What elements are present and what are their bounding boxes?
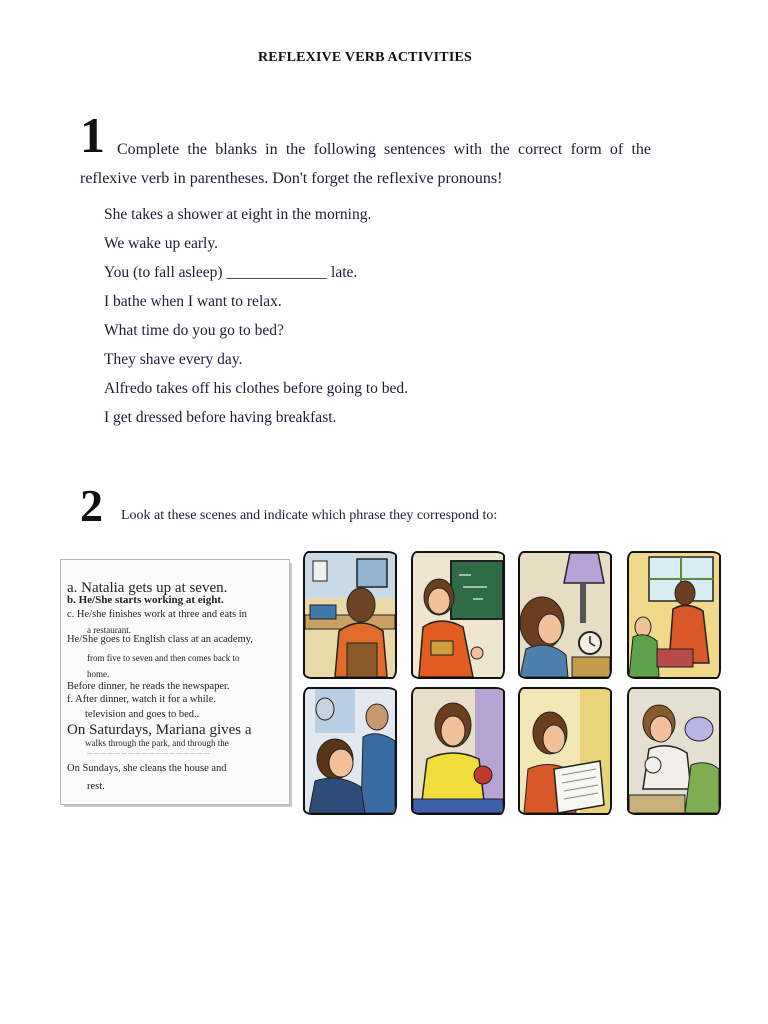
phrase-line-6: from five to seven and then comes back to — [87, 653, 240, 663]
woman-cleaning-scene — [627, 687, 721, 815]
sentence-1: She takes a shower at eight in the morning. — [104, 206, 372, 223]
page-title: REFLEXIVE VERB ACTIVITIES — [257, 50, 473, 65]
phrase-line-4: a restaurant. — [87, 625, 131, 635]
people-talking-scene — [303, 687, 397, 815]
phrase-line-8: Before dinner, he reads the newspaper. — [67, 681, 230, 692]
section-2-number: 2 — [80, 480, 103, 531]
sentence-list — [104, 200, 408, 432]
family-window-scene — [627, 551, 721, 679]
woman-newspaper-scene — [518, 687, 612, 815]
section-2-instruction: Look at these scenes and indicate which phrase they correspond to: — [121, 508, 498, 523]
phrase-line-13: On Sundays, she cleans the house and — [67, 763, 227, 774]
phrase-line-9: f. After dinner, watch it for a while. — [67, 694, 216, 705]
phrase-line-1: a. Natalia gets up at seven. — [67, 580, 228, 596]
section-1-number: 1 — [80, 107, 105, 163]
phrase-line-5: He/She goes to English class at an academy, — [67, 634, 253, 645]
phrase-card — [60, 559, 290, 805]
woman-class-scene — [411, 687, 505, 815]
sentence-2: We wake up early. — [104, 235, 218, 252]
phrase-line-14: rest. — [87, 781, 105, 792]
woman-alarm-clock-scene — [518, 551, 612, 679]
section-1-instruction — [80, 135, 651, 193]
phrase-line-3: c. He/she finishes work at three and eats in — [67, 609, 247, 620]
phrase-line-10: television and goes to bed.. — [85, 709, 200, 720]
phrase-line-2: b. He/She starts working at eight. — [67, 594, 224, 606]
sentence-6: They shave every day. — [104, 351, 243, 368]
sentence-3: You (to fall asleep) _____________ late. — [104, 264, 358, 281]
sentence-7: Alfredo takes off his clothes before going to bed. — [104, 380, 409, 397]
teacher-chalkboard-scene — [411, 551, 505, 679]
sentence-8: I get dressed before having breakfast. — [104, 409, 337, 426]
phrase-line-7: home. — [87, 669, 110, 679]
phrase-line-faded: — — — — — — — — — — — — — — — — — — — [87, 751, 210, 757]
phrase-line-11: On Saturdays, Mariana gives a — [67, 722, 252, 738]
sentence-4: I bathe when I want to relax. — [104, 293, 282, 310]
section-1-instruction-text: Complete the blanks in the following sentences with the correct form of the reflexive verb in parentheses. Don't forget the reflexive pronouns! — [80, 141, 651, 187]
phrase-line-12: walks through the park, and through the — [85, 738, 229, 748]
woman-desk-phone-scene — [303, 551, 397, 679]
sentence-5: What time do you go to bed? — [104, 322, 284, 339]
